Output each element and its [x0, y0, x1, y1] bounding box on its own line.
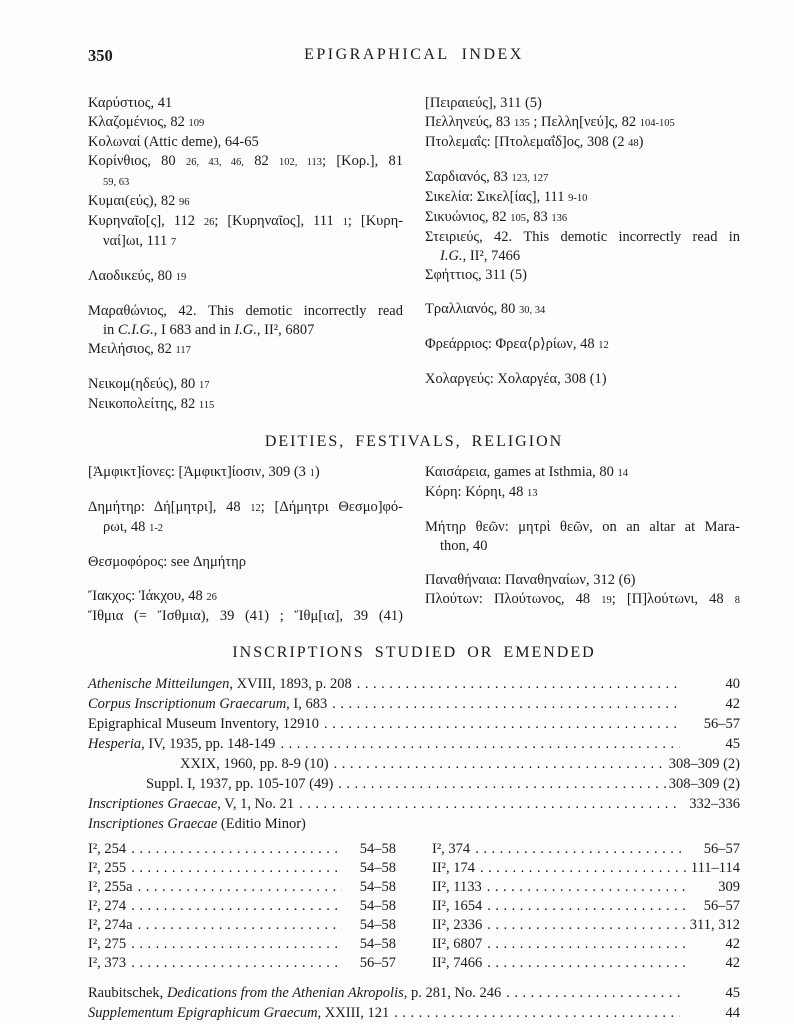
text-segment: Ἴθμια (= Ἴσθμια), 39 (41) ; Ἴθμ[ια], 39 (41): [88, 608, 403, 624]
text-segment: 123, 127: [511, 173, 549, 184]
index-entry: [88, 302, 403, 340]
index-entry: [425, 590, 740, 610]
citation-row: [88, 754, 740, 774]
index-entry: [425, 300, 740, 320]
text-segment: Hesperia: [88, 736, 142, 752]
index-entry: [88, 498, 403, 538]
citation-text: [432, 935, 482, 954]
entry-line: [88, 152, 403, 172]
text-segment: II², 2336: [432, 917, 483, 933]
page-ref: 311, 312: [689, 917, 740, 933]
text-segment: Σικελία: Σικελ[ίας], 111: [425, 189, 569, 205]
text-segment: Μειλήσιος, 82: [88, 341, 176, 357]
page-ref: 56–57: [703, 898, 740, 914]
text-segment: 30, 34: [519, 305, 546, 316]
citation-text: [432, 878, 482, 897]
text-segment: , XXIII, 121: [317, 1005, 390, 1021]
page-ref: 42: [725, 936, 740, 952]
text-segment: 82: [243, 153, 279, 169]
text-segment: Σαρδιανός, 83: [425, 169, 512, 185]
citation-text: [88, 954, 126, 973]
text-segment: Σικυώνιος, 82: [425, 209, 511, 225]
text-segment: Φρεάρριος: Φρεα⟨ρ⟩ρίων, 48: [425, 336, 599, 352]
text-segment: 1: [309, 468, 315, 479]
index-entry: [88, 553, 403, 572]
text-segment: Inscriptiones Graecae: [88, 816, 218, 832]
text-segment: Dedications from the Athenian Akropolis: [166, 985, 404, 1001]
entry-line: [425, 94, 740, 113]
text-segment: 12: [598, 340, 609, 351]
citation-text: [432, 840, 470, 859]
citation-text: [88, 916, 133, 935]
text-segment: Θεσμοφόρος: see Δημήτηρ: [88, 554, 246, 570]
index-entry: [425, 228, 740, 266]
text-segment: Κολωναί (Attic deme), 64-65: [88, 134, 259, 150]
index-entry: [88, 152, 403, 192]
text-segment: Κλαζομένιος, 82: [88, 114, 189, 130]
text-segment: Athenische Mitteilungen: [88, 676, 230, 692]
text-segment: , I, 683: [286, 696, 328, 712]
index-entry: [425, 133, 740, 153]
text-segment: I², 274: [88, 898, 127, 914]
index-entry: [425, 208, 740, 228]
names-index-right-column: [425, 94, 740, 415]
entry-line: [88, 172, 403, 192]
entry-line: [88, 395, 403, 415]
text-segment: 102, 113: [278, 157, 323, 168]
entry-line: [425, 133, 740, 153]
text-segment: 48: [628, 138, 639, 149]
entry-line: [425, 300, 740, 320]
text-segment: Καισάρεια, games at Isthmia, 80: [425, 464, 618, 480]
text-segment: II², 6807: [432, 936, 483, 952]
index-entry: [88, 395, 403, 415]
entry-line: [88, 192, 403, 212]
index-entry: [88, 267, 403, 287]
text-segment: ; [Π]λούτωνι, 48: [611, 591, 735, 607]
text-segment: Μαραθώνιος, 42. This demotic incorrectly read: [88, 303, 403, 319]
page-ref: 54–58: [359, 917, 396, 933]
entry-line: [88, 463, 403, 483]
text-segment: 115: [198, 400, 215, 411]
text-segment: Suppl. I, 1937, pp. 105-107 (49): [146, 776, 334, 792]
page-ref: 308–309 (2): [668, 756, 740, 772]
dot-leader: [138, 916, 342, 935]
citation-text: [432, 916, 482, 935]
text-segment: Inscriptiones Graecae: [88, 796, 218, 812]
dot-leader: [338, 774, 666, 794]
text-segment: I², 373: [88, 955, 127, 971]
index-entry: [425, 370, 740, 389]
citation-row: [88, 774, 740, 794]
dot-leader: [480, 859, 686, 878]
entry-line: [88, 498, 403, 518]
page-ref: 111–114: [690, 860, 740, 876]
entry-line: [88, 587, 403, 607]
citation-text: [88, 814, 306, 834]
text-segment: , IV, 1935, pp. 148-149: [141, 736, 276, 752]
dot-leader: [487, 878, 686, 897]
text-segment: thon, 40: [440, 538, 488, 554]
text-segment: 12: [250, 503, 261, 514]
page-ref: 42: [725, 955, 740, 971]
text-segment: Κυρηναῖο[ς], 112: [88, 213, 204, 229]
citation-row: [432, 916, 740, 935]
entry-line: [425, 370, 740, 389]
index-entry: [88, 133, 403, 152]
entry-line: [88, 267, 403, 287]
dot-leader: [487, 954, 686, 973]
text-segment: Corpus Inscriptionum Graecarum: [88, 696, 287, 712]
deities-section-title: DEITIES, FESTIVALS, RELIGION: [264, 433, 564, 450]
text-segment: 8: [734, 595, 740, 606]
text-segment: Μήτηρ θεῶν: μητρὶ θεῶν, on an altar at Mara-: [425, 519, 740, 535]
dot-leader: [324, 714, 680, 734]
dot-leader: [487, 935, 686, 954]
citation-text: [88, 897, 126, 916]
text-segment: Epigraphical Museum Inventory, 12910: [88, 716, 320, 732]
dot-leader: [487, 897, 686, 916]
entry-line: [425, 208, 740, 228]
text-segment: 104-105: [639, 118, 675, 129]
entry-line: [88, 321, 403, 340]
citation-row: [88, 954, 396, 973]
page-ref: 309: [718, 879, 740, 895]
text-segment: 117: [175, 345, 191, 356]
citation-text: [88, 983, 501, 1003]
names-index-left-column: [88, 94, 403, 415]
text-segment: Καρύστιος, 41: [88, 95, 173, 111]
index-entry: [88, 375, 403, 395]
citation-text: [88, 734, 275, 754]
dot-leader: [138, 878, 342, 897]
index-entry: [425, 188, 740, 208]
index-entry: [88, 463, 403, 483]
entry-line: [88, 607, 403, 626]
text-segment: ): [638, 134, 644, 150]
page-ref: 45: [725, 985, 740, 1001]
text-segment: (Editio Minor): [217, 816, 306, 832]
dot-leader: [487, 916, 686, 935]
page-ref: 54–58: [359, 898, 396, 914]
inscriptions-list: [88, 674, 740, 834]
text-segment: Κόρη: Κόρηι, 48: [425, 484, 528, 500]
text-segment: Πτολεμαΐς: [Πτολεμαΐδ]ος, 308 (2: [425, 134, 629, 150]
text-segment: , XVIII, 1893, p. 208: [229, 676, 352, 692]
ig-left-column: [88, 840, 396, 973]
text-segment: ; [Κυρη-: [347, 213, 404, 229]
text-segment: Πλούτων: Πλούτωνος, 48: [425, 591, 602, 607]
entry-line: [425, 228, 740, 247]
running-head: EPIGRAPHICAL INDEX: [304, 46, 524, 63]
citation-text: [146, 774, 333, 794]
ig-right-column: [432, 840, 740, 973]
entry-line: [425, 266, 740, 285]
text-segment: I², 274a: [88, 917, 133, 933]
text-segment: ναί]ωι, 111: [103, 233, 171, 249]
dot-leader: [131, 897, 342, 916]
text-segment: ; [Κυρηναῖος], 111: [214, 213, 343, 229]
citation-row: [88, 794, 740, 814]
text-segment: XXIX, 1960, pp. 8-9 (10): [180, 756, 329, 772]
text-segment: II², 7466: [432, 955, 483, 971]
index-entry: [88, 192, 403, 212]
citation-row: [88, 983, 740, 1003]
entry-line: [88, 518, 403, 538]
entry-line: [425, 168, 740, 188]
text-segment: Supplementum Epigraphicum Graecum: [88, 1005, 318, 1021]
citation-text: [88, 714, 319, 734]
text-segment: 96: [178, 197, 190, 208]
dot-leader: [357, 674, 680, 694]
citation-row: [88, 674, 740, 694]
page-ref: 308–309 (2): [668, 776, 740, 792]
entry-line: [425, 463, 740, 483]
text-segment: Τραλλιανός, 80: [425, 301, 519, 317]
text-segment: I², 255: [88, 860, 127, 876]
text-segment: 26, 43, 46,: [185, 157, 244, 168]
dot-leader: [131, 840, 342, 859]
citation-text: [88, 859, 126, 878]
index-entry: [425, 168, 740, 188]
index-entry: [425, 571, 740, 590]
text-segment: 19: [175, 272, 187, 283]
dot-leader: [280, 734, 680, 754]
text-segment: 26: [206, 592, 217, 603]
text-segment: C.I.G.: [117, 322, 154, 338]
citation-row: [88, 935, 396, 954]
text-segment: 17: [198, 380, 210, 391]
text-segment: I², 374: [432, 841, 471, 857]
entry-line: [425, 537, 740, 556]
ig-editio-minor-list: [88, 840, 740, 973]
page-ref: 332–336: [689, 796, 740, 812]
citation-row: [88, 814, 740, 834]
text-segment: 136: [551, 213, 568, 224]
entry-line: [425, 590, 740, 610]
citation-text: [88, 935, 126, 954]
text-segment: Δημήτηρ: Δή[μητρι], 48: [88, 499, 251, 515]
citation-row: [88, 859, 396, 878]
names-index: [88, 94, 740, 415]
index-entry: [425, 518, 740, 556]
citation-row: [88, 714, 740, 734]
citation-text: [432, 897, 482, 916]
text-segment: , II², 6807: [256, 322, 315, 338]
text-segment: 105: [510, 213, 526, 224]
text-segment: II², 1654: [432, 898, 483, 914]
text-segment: I², 275: [88, 936, 127, 952]
text-segment: ; [Δήμητρι Θεσμο]φό-: [260, 499, 403, 515]
page-ref: 56–57: [359, 955, 396, 971]
page-ref: 56–57: [703, 716, 740, 732]
index-entry: [425, 113, 740, 133]
text-segment: 26: [203, 217, 215, 228]
text-segment: Σφήττιος, 311 (5): [425, 267, 527, 283]
page-ref: 54–58: [359, 860, 396, 876]
citation-row: [432, 954, 740, 973]
text-segment: 59, 63: [103, 177, 130, 188]
entry-line: [425, 335, 740, 355]
index-entry: [88, 94, 403, 113]
text-segment: ; [Κορ.], 81: [322, 153, 403, 169]
dot-leader: [131, 954, 342, 973]
text-segment: ρωι, 48: [103, 519, 150, 535]
entry-line: [425, 518, 740, 537]
text-segment: , V, 1, No. 21: [217, 796, 295, 812]
dot-leader: [332, 694, 680, 714]
page-ref: 42: [725, 696, 740, 712]
entry-line: [88, 340, 403, 360]
text-segment: 1-2: [149, 523, 164, 534]
page-ref: 45: [725, 736, 740, 752]
index-entry: [425, 483, 740, 503]
index-entry: [425, 94, 740, 113]
entry-line: [88, 375, 403, 395]
index-entry: [425, 266, 740, 285]
text-segment: , 83: [525, 209, 552, 225]
text-segment: ; Πελλη[νεύ]ς, 82: [529, 114, 640, 130]
page-ref: [682, 814, 740, 834]
citation-row: [88, 916, 396, 935]
text-segment: Νεικομ(ηδεύς), 80: [88, 376, 199, 392]
text-segment: I², 255a: [88, 879, 133, 895]
text-segment: Παναθήναια: Παναθηναίων, 312 (6): [425, 572, 636, 588]
text-segment: , p. 281, No. 246: [403, 985, 502, 1001]
citation-row: [88, 734, 740, 754]
citation-text: [88, 694, 327, 714]
entry-line: [88, 302, 403, 321]
inscriptions-bottom-list: [88, 983, 740, 1023]
dot-leader: [131, 859, 342, 878]
text-segment: 135: [514, 118, 530, 129]
citation-row: [432, 878, 740, 897]
index-entry: [88, 340, 403, 360]
citation-row: [88, 878, 396, 897]
citation-row: [88, 897, 396, 916]
text-segment: II², 1133: [432, 879, 482, 895]
citation-text: [88, 794, 294, 814]
dot-leader: [131, 935, 342, 954]
index-entry: [88, 587, 403, 607]
text-segment: in: [103, 322, 118, 338]
entry-line: [425, 247, 740, 266]
text-segment: Στειριεύς, 42. This demotic incorrectly read in: [425, 229, 740, 245]
page-ref: 40: [725, 676, 740, 692]
citation-row: [88, 840, 396, 859]
page-number: 350: [88, 46, 113, 65]
citation-row: [432, 935, 740, 954]
dot-leader: [475, 840, 686, 859]
text-segment: 1: [342, 217, 348, 228]
text-segment: Ἴακχος: Ἰάκχου, 48: [88, 588, 207, 604]
text-segment: , II², 7466: [462, 248, 521, 264]
entry-line: [88, 94, 403, 113]
entry-line: [88, 113, 403, 133]
page-ref: 54–58: [359, 879, 396, 895]
index-entry: [88, 212, 403, 252]
citation-text: [88, 674, 352, 694]
dot-leader: [334, 754, 667, 774]
entry-line: [88, 133, 403, 152]
entry-line: [425, 483, 740, 503]
text-segment: Κυμαι(εύς), 82: [88, 193, 179, 209]
text-segment: 19: [601, 595, 612, 606]
text-segment: [Πειραιεύς], 311 (5): [425, 95, 542, 111]
page-ref: 56–57: [703, 841, 740, 857]
index-entry: [88, 607, 403, 626]
text-segment: 109: [188, 118, 205, 129]
dot-leader: [506, 983, 680, 1003]
entry-line: [88, 553, 403, 572]
deities-section: [88, 463, 740, 626]
entry-line: [88, 212, 403, 232]
page-ref: 54–58: [359, 841, 396, 857]
text-segment: I.G.: [440, 248, 463, 264]
dot-leader: [394, 1003, 680, 1023]
citation-text: [432, 954, 482, 973]
entry-line: [425, 188, 740, 208]
page-ref: 44: [725, 1005, 740, 1021]
citation-text: [88, 840, 126, 859]
page-ref: 54–58: [359, 936, 396, 952]
text-segment: 14: [617, 468, 629, 479]
citation-text: [88, 1003, 389, 1023]
citation-text: [180, 754, 329, 774]
inscriptions-section-title: INSCRIPTIONS STUDIED OR EMENDED: [232, 644, 596, 661]
entry-line: [425, 571, 740, 590]
text-segment: [Ἀμφικτ]ίονες: [Ἀμφικτ]ίοσιν, 309 (3: [88, 464, 310, 480]
text-segment: 13: [527, 488, 538, 499]
text-segment: II², 174: [432, 860, 476, 876]
page-header: [88, 46, 740, 68]
deities-left-column: [88, 463, 403, 626]
text-segment: 7: [170, 237, 177, 248]
citation-row: [88, 1003, 740, 1023]
text-segment: Νεικοπολείτης, 82: [88, 396, 199, 412]
citation-row: [432, 897, 740, 916]
text-segment: I.G.: [234, 322, 257, 338]
text-segment: Λαοδικεύς, 80: [88, 268, 176, 284]
citation-row: [432, 859, 740, 878]
index-entry: [425, 335, 740, 355]
text-segment: , I 683 and in: [153, 322, 235, 338]
index-entry: [88, 113, 403, 133]
deities-right-column: [425, 463, 740, 626]
text-segment: I², 254: [88, 841, 127, 857]
citation-text: [88, 878, 133, 897]
text-segment: Χολαργεύς: Χολαργέα, 308 (1): [425, 371, 607, 387]
citation-row: [88, 694, 740, 714]
text-segment: Πελληνεύς, 83: [425, 114, 515, 130]
citation-text: [432, 859, 475, 878]
entry-line: [425, 113, 740, 133]
text-segment: Κορίνθιος, 80: [88, 153, 186, 169]
citation-row: [432, 840, 740, 859]
text-segment: 9-10: [568, 193, 588, 204]
entry-line: [88, 232, 403, 252]
dot-leader: [299, 794, 680, 814]
text-segment: Raubitschek,: [88, 985, 167, 1001]
text-segment: ): [314, 464, 320, 480]
index-entry: [425, 463, 740, 483]
